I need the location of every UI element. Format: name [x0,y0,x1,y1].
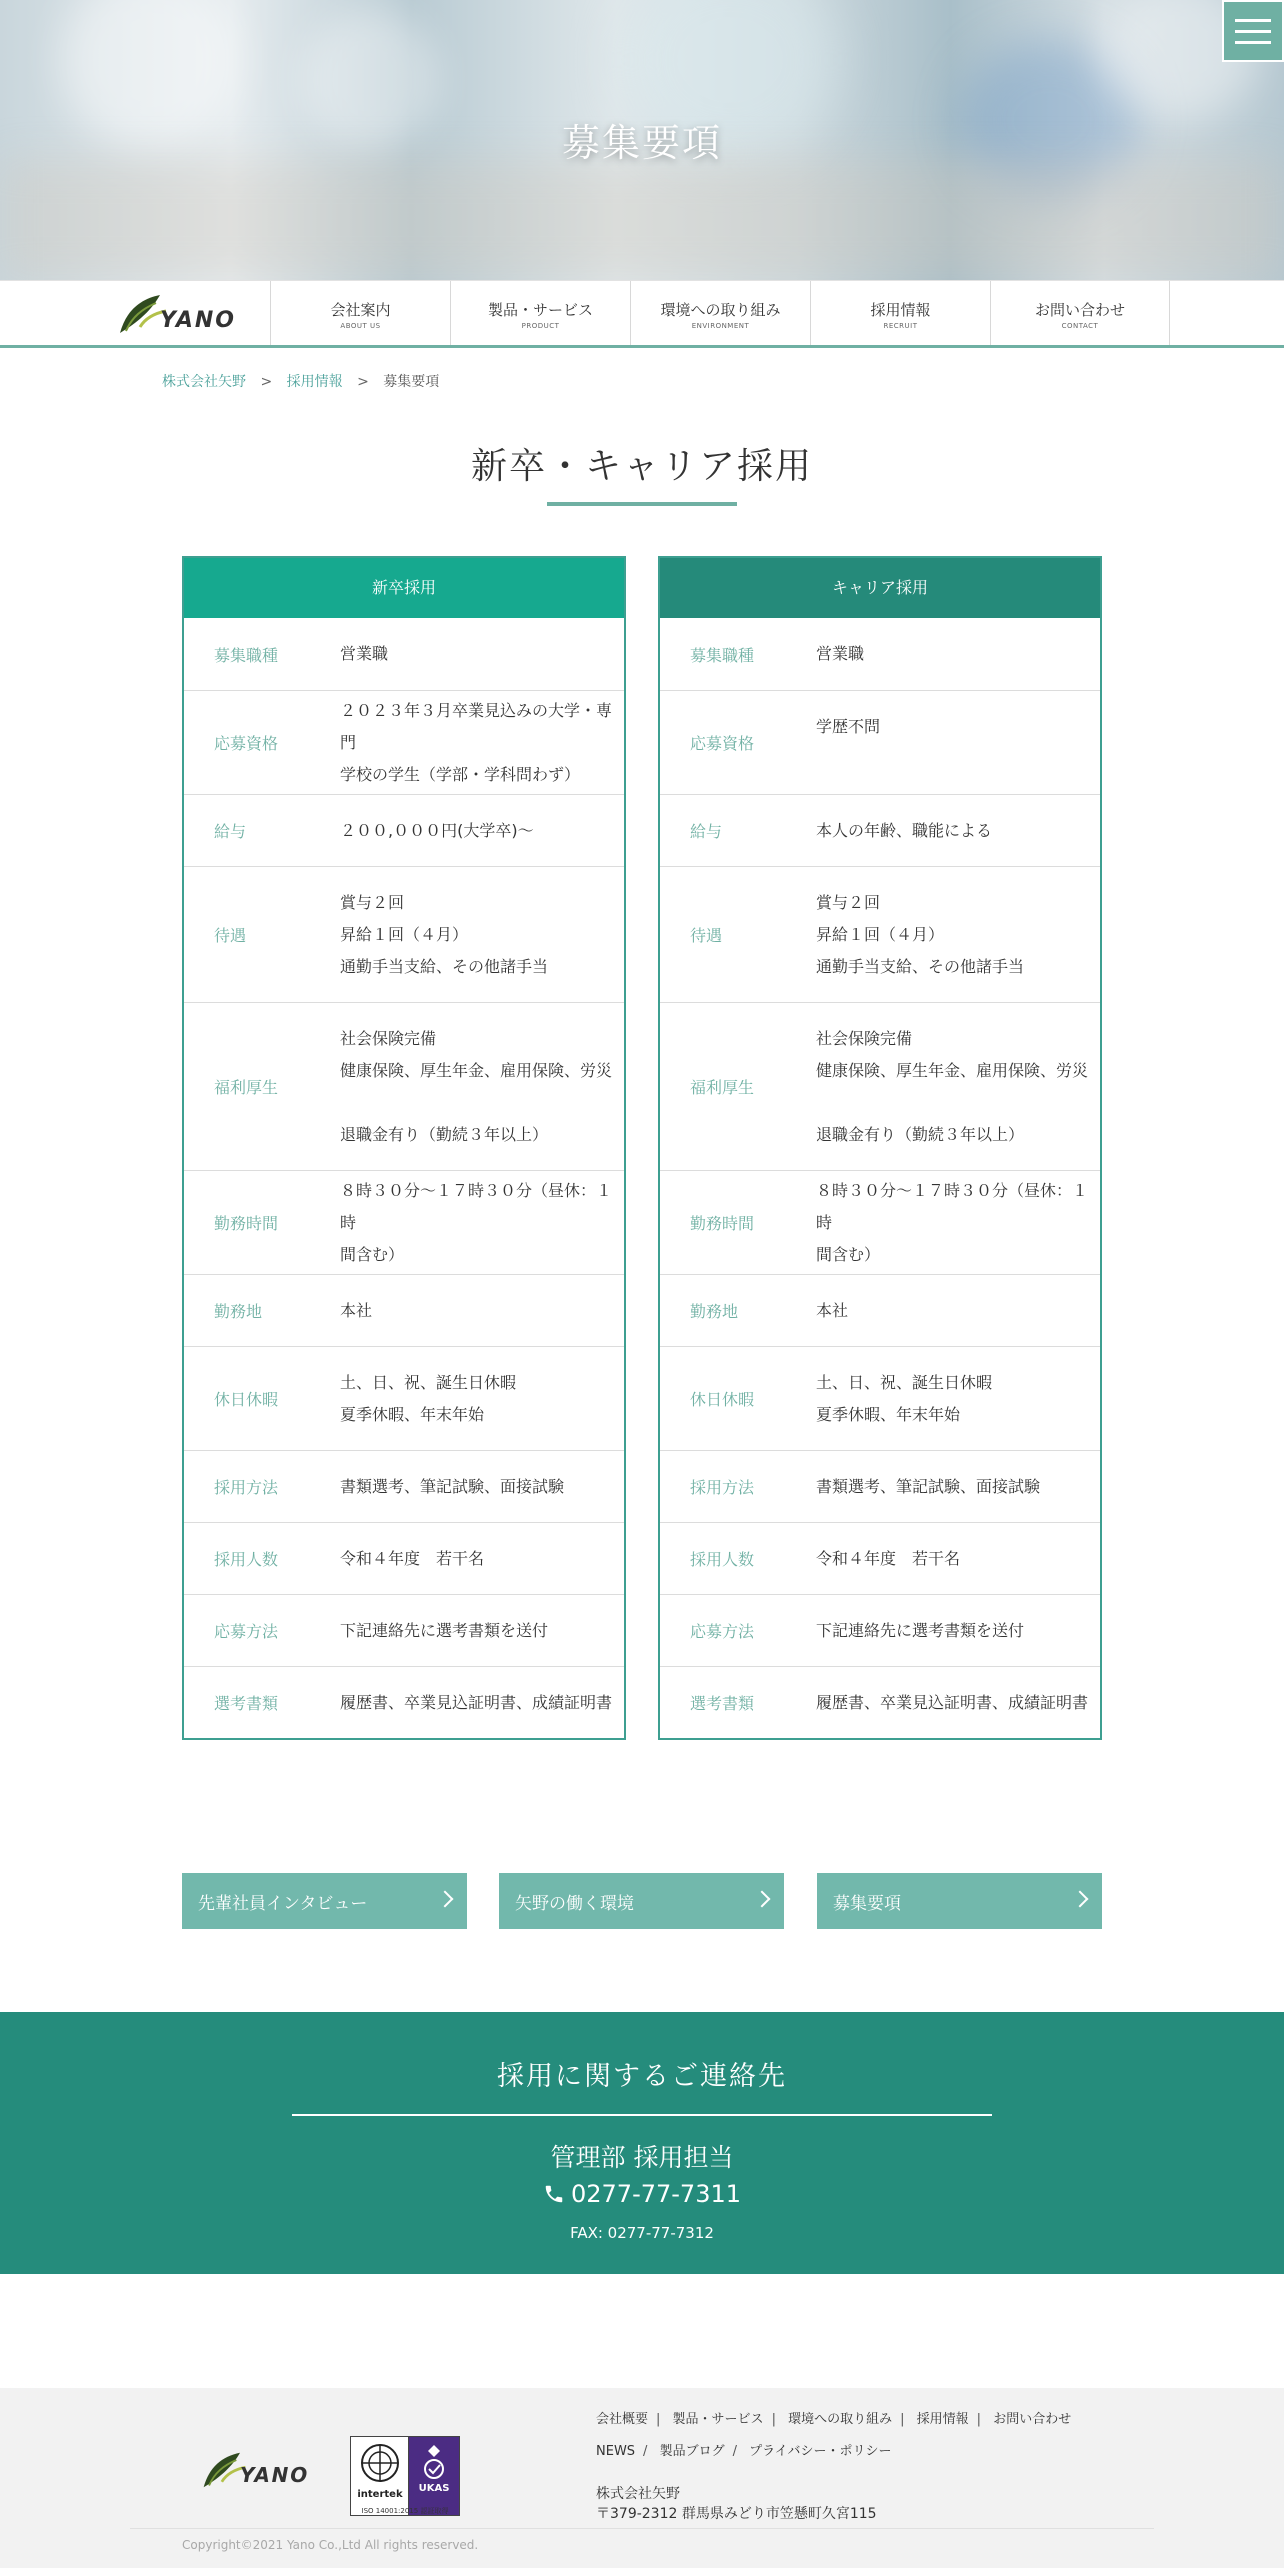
breadcrumb-link-recruit[interactable]: 採用情報 [286,374,343,390]
nav-label: 製品・サービス [487,301,593,319]
link-separator: | [656,2412,661,2427]
row-label: 選考書類 [214,1694,279,1713]
row-value [816,1003,1100,1170]
contact-title: 採用に関するご連絡先 [497,2061,787,2092]
row-value [340,1595,624,1666]
row-label: 応募方法 [214,1622,279,1641]
row-label: 応募資格 [214,734,279,753]
value-line: 通勤手当支給、その他諸手当 [816,956,1025,976]
contact-department: 管理部 採用担当 [550,2143,734,2172]
footer-link-product[interactable]: 製品・サービス [672,2412,764,2427]
row-value [340,1347,624,1450]
value-line: 書類選考、筆記試験、面接試験 [816,1476,1041,1496]
breadcrumb-separator: > [260,374,273,390]
value-line: 本人の年齢、職能による [816,820,993,840]
table-row [660,1450,1100,1522]
value-line: 土、日、祝、誕生日休暇 [816,1372,993,1392]
value-line: 健康保険、厚生年金、雇用保険、労災 [340,1060,613,1080]
row-label: 給与 [214,822,247,841]
career-table [658,556,1102,1740]
button-label: 矢野の働く環境 [515,1893,634,1914]
link-separator: | [771,2412,776,2427]
footer-link-about[interactable]: 会社概要 [596,2412,649,2427]
row-value [816,1667,1100,1738]
row-label: 休日休暇 [690,1390,755,1409]
row-label: 福利厚生 [690,1078,755,1097]
footer [0,2388,1284,2568]
svg-text:YANO: YANO [160,308,236,333]
breadcrumb-separator: > [357,374,369,390]
row-label: 選考書類 [690,1694,755,1713]
link-separator: / [643,2444,648,2459]
phone-icon [543,2183,565,2211]
row-value [816,867,1100,1002]
nav-label: 会社案内 [330,301,391,319]
table-row [660,1274,1100,1346]
table-row [660,866,1100,1002]
value-line: 営業職 [340,644,389,663]
row-label: 勤務時間 [214,1214,279,1233]
row-label: 採用人数 [214,1550,279,1569]
table-row [660,1594,1100,1666]
footer-links-secondary [596,2440,891,2459]
footer-links-primary [596,2408,1071,2427]
value-line: 履歴書、卒業見込証明書、成績証明書 [340,1692,613,1712]
row-value [340,795,624,866]
link-separator: / [732,2444,737,2459]
row-label: 採用人数 [690,1550,755,1569]
value-line: 令和４年度 若干名 [816,1548,961,1568]
button-label: 先輩社員インタビュー [198,1893,368,1914]
row-value [340,691,624,794]
table-row [184,1594,624,1666]
environment-link-button[interactable] [499,1873,784,1929]
table-row [184,1274,624,1346]
yano-logo[interactable] [116,291,270,337]
value-line: 履歴書、卒業見込証明書、成績証明書 [816,1692,1089,1712]
nav-item-recruit[interactable] [810,281,990,345]
value-line: 間含む） [816,1244,881,1264]
nav-item-contact[interactable] [990,281,1170,345]
value-line: 賞与２回 [340,892,405,912]
nav-label: 採用情報 [870,301,931,319]
row-value [816,1275,1100,1346]
ukas-certification-logo [408,2436,460,2516]
table-header: 新卒採用 [184,558,624,618]
value-line: 営業職 [816,644,865,663]
table-row [184,618,624,690]
row-value [816,1347,1100,1450]
value-line: ８時３０分～１７時３０分（昼休：１時 [816,1180,1089,1232]
value-line: ２００,０００円(大学卒)～ [340,820,534,840]
footer-link-blog[interactable]: 製品ブログ [659,2444,725,2459]
value-line: 通勤手当支給、その他諸手当 [340,956,549,976]
table-row [660,1522,1100,1594]
nav-label: 環境への取り組み [660,301,781,319]
value-line: 夏季休暇、年末年始 [340,1404,485,1424]
row-label: 応募方法 [690,1622,755,1641]
value-line: 学歴不問 [816,716,881,736]
chevron-right-icon [1072,1891,1089,1908]
row-value [340,1451,624,1522]
footer-yano-logo[interactable] [200,2448,340,2492]
footer-link-environment[interactable]: 環境への取り組み [788,2412,893,2427]
value-line: 書類選考、筆記試験、面接試験 [340,1476,565,1496]
row-value [340,1171,624,1274]
table-row [660,1002,1100,1170]
menu-icon-bar [1235,30,1271,33]
value-line: 社会保険完備 [340,1028,437,1048]
breadcrumb-link-home[interactable]: 株式会社矢野 [162,374,246,390]
value-line [816,743,1092,775]
value-line: ８時３０分～１７時３０分（昼休：１時 [340,1180,613,1232]
value-line: 夏季休暇、年末年始 [816,1404,961,1424]
table-row [184,1170,624,1274]
row-label: 勤務時間 [690,1214,755,1233]
table-row [660,690,1100,794]
main-nav [0,280,1284,348]
hamburger-menu-button[interactable] [1222,0,1284,62]
row-value [816,618,1100,690]
row-value [816,1451,1100,1522]
contact-divider [292,2114,992,2116]
nav-item-environment[interactable] [630,281,810,345]
iso-caption: ISO 14001:2015 認証取得 [361,2507,449,2515]
phone-number: 0277-77-7311 [570,2180,741,2208]
row-value [340,867,624,1002]
table-row [660,1170,1100,1274]
menu-icon-bar [1235,19,1271,22]
svg-text:UKAS: UKAS [418,2483,450,2494]
table-row [660,1666,1100,1738]
row-label: 給与 [690,822,723,841]
value-line: 下記連絡先に選考書類を送付 [816,1620,1025,1640]
row-label: 待遇 [690,926,723,945]
row-value [816,1595,1100,1666]
intertek-certification-logo [350,2436,410,2516]
table-row [184,866,624,1002]
link-separator: | [900,2412,905,2427]
row-label: 募集職種 [214,645,279,665]
value-line: 健康保険、厚生年金、雇用保険、労災 [816,1060,1089,1080]
value-line: 本社 [340,1300,373,1320]
value-line: 土、日、祝、誕生日休暇 [340,1372,517,1392]
row-label: 採用方法 [214,1478,279,1497]
value-line: 賞与２回 [816,892,881,912]
value-line: 学校の学生（学部・学科問わず） [340,764,581,784]
table-row [184,1346,624,1450]
value-line [340,1087,616,1119]
contact-fax: FAX: 0277-77-7312 [570,2224,714,2242]
footer-link-news[interactable]: NEWS [596,2444,636,2459]
value-line: 退職金有り（勤続３年以上） [816,1124,1025,1144]
contact-phone[interactable] [0,2180,1284,2211]
footer-link-privacy[interactable]: プライバシー・ポリシー [749,2444,892,2459]
row-value [816,795,1100,866]
row-label: 募集職種 [690,645,755,665]
value-line [816,1087,1092,1119]
row-label: 福利厚生 [214,1078,279,1097]
svg-text:intertek: intertek [357,2489,403,2500]
row-label: 応募資格 [690,734,755,753]
chevron-right-icon [437,1891,454,1908]
value-line: 退職金有り（勤続３年以上） [340,1124,549,1144]
row-label: 勤務地 [214,1302,263,1321]
row-value [340,1523,624,1594]
chevron-right-icon [754,1891,771,1908]
company-name: 株式会社矢野 [596,2486,680,2502]
footer-divider [130,2528,1154,2529]
svg-text:YANO: YANO [240,2462,310,2487]
nav-sublabel: PRODUCT [521,322,560,330]
row-label: 採用方法 [690,1478,755,1497]
row-value [340,1667,624,1738]
row-value [340,1275,624,1346]
company-address: 〒379-2312 群馬県みどり市笠懸町久宮115 [596,2506,877,2522]
row-label: 休日休暇 [214,1390,279,1409]
page-title: 新卒・キャリア採用 [470,446,813,487]
requirements-link-button[interactable] [817,1873,1102,1929]
value-line: 下記連絡先に選考書類を送付 [340,1620,549,1640]
row-value [816,1523,1100,1594]
hero-title: 募集要項 [561,121,722,165]
nav-item-product[interactable] [450,281,630,345]
nav-sublabel: CONTACT [1061,322,1099,330]
row-value [816,691,1100,794]
interview-link-button[interactable] [182,1873,467,1929]
nav-sublabel: ENVIRONMENT [691,322,750,330]
new-graduate-table [182,556,626,1740]
footer-company-info [596,2484,877,2524]
row-value [340,1003,624,1170]
row-label: 勤務地 [690,1302,739,1321]
nav-label: お問い合わせ [1034,301,1125,319]
contact-section [0,2012,1284,2274]
table-row [660,1346,1100,1450]
button-label: 募集要項 [833,1893,901,1914]
nav-item-about[interactable] [270,281,450,345]
nav-sublabel: ABOUT US [340,322,381,330]
copyright: Copyright©2021 Yano Co.,Ltd All rights reserved. [182,2538,479,2552]
table-row [660,618,1100,690]
value-line: 令和４年度 若干名 [340,1548,485,1568]
value-line: 社会保険完備 [816,1028,913,1048]
value-line: 本社 [816,1300,849,1320]
link-separator: | [976,2412,982,2427]
row-value [340,618,624,690]
footer-link-contact[interactable]: お問い合わせ [993,2412,1072,2427]
table-row [184,1522,624,1594]
value-line: 間含む） [340,1244,405,1264]
row-label: 待遇 [214,926,247,945]
table-row [660,794,1100,866]
table-row [184,1666,624,1738]
title-underline [547,502,737,506]
footer-link-recruit[interactable]: 採用情報 [916,2412,969,2427]
table-header: キャリア採用 [660,558,1100,618]
breadcrumb [162,371,439,391]
hero-banner [0,0,1284,280]
value-line: ２０２３年３月卒業見込みの大学・専門 [340,700,613,752]
table-row [184,1002,624,1170]
table-row [184,1450,624,1522]
table-row [184,794,624,866]
value-line: 昇給１回（４月） [340,924,469,944]
table-row [184,690,624,794]
breadcrumb-current: 募集要項 [383,374,440,390]
value-line: 昇給１回（４月） [816,924,945,944]
row-value [816,1171,1100,1274]
menu-icon-bar [1235,41,1271,44]
nav-sublabel: RECRUIT [883,322,918,330]
